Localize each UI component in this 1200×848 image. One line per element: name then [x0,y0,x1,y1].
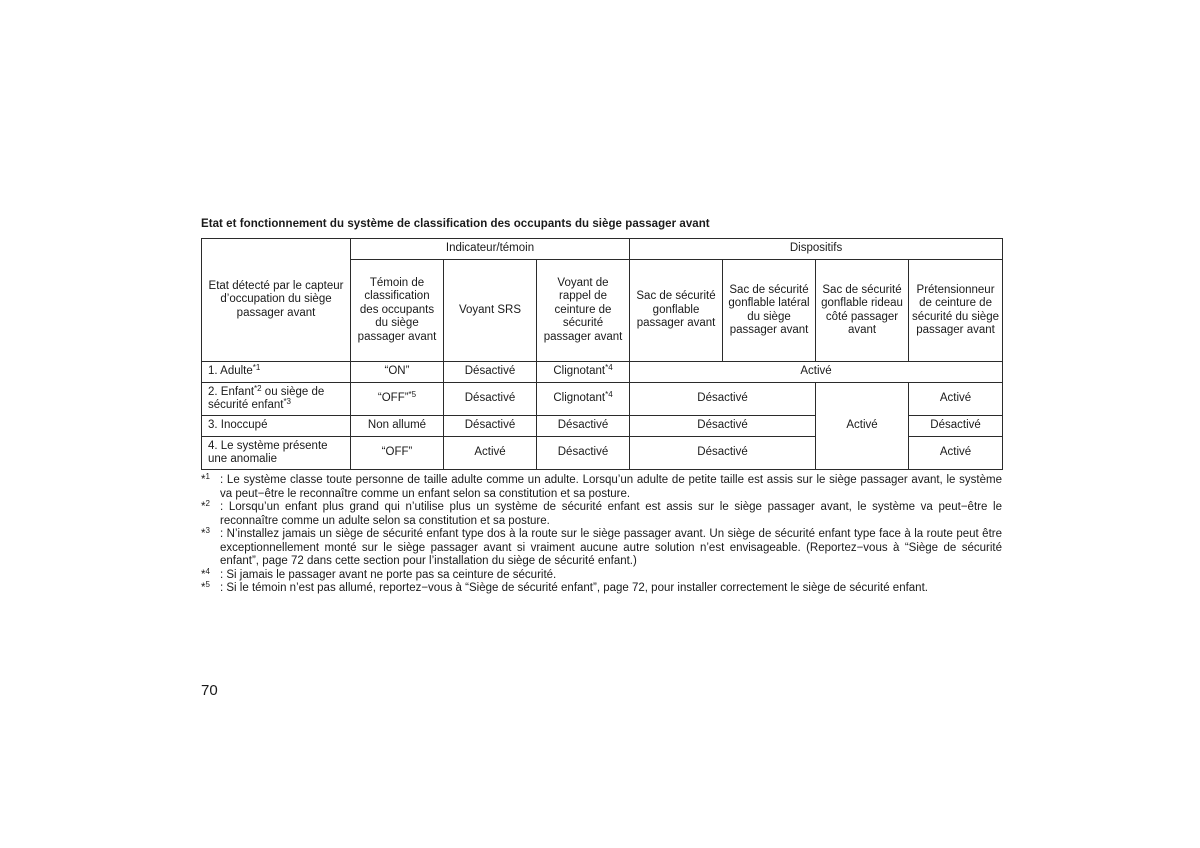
pretensioner-cell: Activé [909,383,1003,416]
footnote [201,582,1002,596]
page-number: 70 [201,682,218,699]
table-heading: Etat et fonctionnement du système de classification des occupants du siège passager avant [201,218,710,230]
occupant-lamp-cell: “OFF” [351,437,444,470]
belt-lamp-cell: Désactivé [537,437,630,470]
footnote-marker: *$^3$ [201,526,210,540]
srs-lamp-header: Voyant SRS [444,260,537,362]
front-airbag-header: Sac de sécurité gonflable passager avant [630,260,723,362]
srs-lamp-cell: Activé [444,437,537,470]
footnote-text: : N’installez jamais un siège de sécurité enfant type dos à la route sur le siège passager avant. Un siège de sécurité enfant type face à la route peut être exceptionnellement monté sur le siège passager avant si vraiment aucune autre solution n’est envisageable. (Reportez−vous à “Siège de sécurité enfant”, page 72 dans cette section pour l’installation du siège de sécurité enfant.) [220,528,1002,567]
footnote-text: : Si jamais le passager avant ne porte pas sa ceinture de sécurité. [220,568,557,581]
state-cell: 4. Le système présente une anomalie [202,437,351,470]
state-cell: 3. Inoccupé [202,416,351,437]
side-curtain-airbag-cell: Activé [816,383,909,470]
indicators-group-header: Indicateur/témoin [351,239,630,260]
occupant-lamp-cell: “ON” [351,362,444,383]
curtain-airbag-header: Sac de sécurité gonflable rideau côté passager avant [816,260,909,362]
pretensioner-cell: Activé [909,437,1003,470]
footnote [201,528,1002,569]
srs-lamp-cell: Désactivé [444,383,537,416]
table-header-row-1 [202,239,1003,260]
footnote-text: : Le système classe toute personne de taille adulte comme un adulte. Lorsqu’un adulte de petite taille est assis sur le siège passager avant, le système va peut−être le reconnaître comme un enfant selon sa constitution et sa posture. [220,474,1002,500]
belt-lamp-header: Voyant de rappel de ceinture de sécurité passager avant [537,260,630,362]
footnote [201,501,1002,528]
footnote-marker: *$^1$ [201,472,210,486]
footnote-marker: *$^4$ [201,566,210,581]
pretensioner-header: Prétensionneur de ceinture de sécurité du siège passager avant [909,260,1003,362]
front-airbag-cell: Désactivé [630,437,816,470]
belt-lamp-cell: Désactivé [537,416,630,437]
side-airbag-header: Sac de sécurité gonflable latéral du siège passager avant [723,260,816,362]
table-row [202,362,1003,383]
footnote-text: : Si le témoin n’est pas allumé, reportez−vous à “Siège de sécurité enfant”, page 72, pour installer correctement le siège de sécurité enfant. [220,582,928,594]
footnote-marker: *$^2$ [201,499,210,513]
footnote [201,566,1002,583]
occupant-classification-table [201,238,1003,470]
occupant-lamp-cell: Non allumé [351,416,444,437]
footnote [201,474,1002,501]
table-row [202,383,1003,416]
pretensioner-cell: Désactivé [909,416,1003,437]
occupant-lamp-cell: “OFF”$^{*5}$ [351,383,444,416]
front-airbag-cell: Désactivé [630,416,816,437]
devices-group-header: Dispositifs [630,239,1003,260]
srs-lamp-cell: Désactivé [444,416,537,437]
srs-lamp-cell: Désactivé [444,362,537,383]
belt-lamp-cell: Clignotant$^{*4}$ [537,362,630,383]
footnote-marker: *$^5$ [201,580,210,594]
footnote-text: : Lorsqu’un enfant plus grand qui n’utilise plus un système de sécurité enfant est assis sur le siège passager avant, le système va peut−être le reconnaître comme un adulte selon sa constitution et sa posture. [220,501,1002,527]
all-devices-cell: Activé [630,362,1003,383]
belt-lamp-cell: Clignotant$^{*4}$ [537,383,630,416]
footnotes [201,474,1002,596]
state-column-header: Etat détecté par le capteur d’occupation du siège passager avant [202,239,351,362]
state-cell: 2. Enfant$^{*2}$ ou siège de sécurité enfant$^{*3}$ [202,383,351,416]
occupant-lamp-header: Témoin de classification des occupants du siège passager avant [351,260,444,362]
state-cell: 1. Adulte$^{*1}$ [202,362,351,383]
front-airbag-cell: Désactivé [630,383,816,416]
